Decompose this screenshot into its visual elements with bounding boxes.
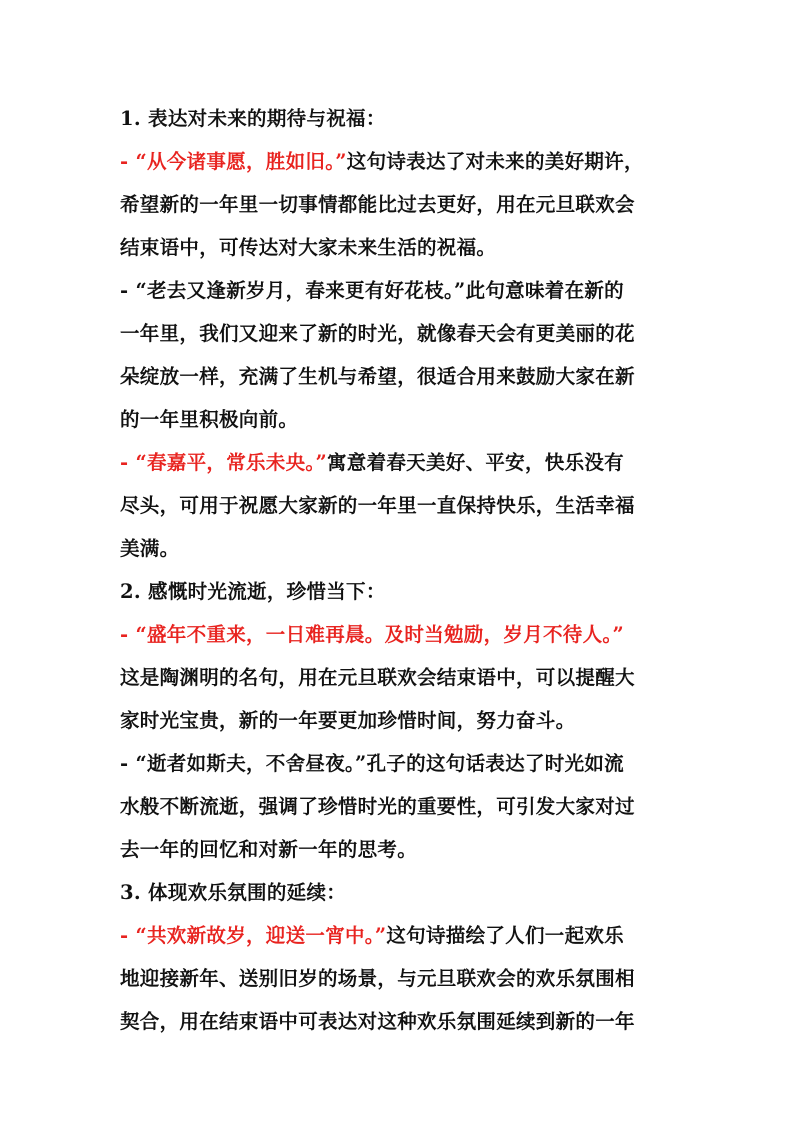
paragraph-text: 孔子的这句话表达了时光如流 (366, 752, 624, 775)
paragraph-line: 朵绽放一样，充满了生机与希望，很适合用来鼓励大家在新 (120, 365, 635, 388)
paragraph-line (120, 914, 685, 957)
paragraph-line: 水般不断流逝，强调了珍惜时光的重要性，可引发大家对过 (120, 795, 635, 818)
paragraph-text: 这句诗表达了对未来的美好期许， (346, 150, 644, 173)
section-heading-1: 1. 表达对未来的期待与祝福： (120, 107, 386, 130)
paragraph-line: 地迎接新年、送别旧岁的场景，与元旦联欢会的欢乐氛围相 (120, 967, 635, 990)
paragraph-text: 此句意味着在新的 (465, 279, 624, 302)
paragraph-text: 这句诗描绘了人们一起欢乐 (386, 924, 624, 947)
paragraph-line: 结束语中，可传达对大家未来生活的祝福。 (120, 236, 497, 259)
paragraph-line (120, 742, 685, 785)
paragraph-line (120, 140, 685, 183)
document-body (120, 97, 685, 1043)
quote-text: - “盛年不重来，一日难再晨。及时当勉励，岁月不待人。” (120, 623, 624, 646)
quote-text: - “从今诸事愿，胜如旧。” (120, 150, 347, 173)
paragraph-line: 去一年的回忆和对新一年的思考。 (120, 838, 418, 861)
quote-text: - “老去又逢新岁月，春来更有好花枝。” (120, 279, 466, 302)
paragraph-line: 一年里，我们又迎来了新的时光，就像春天会有更美丽的花 (120, 322, 635, 345)
section-heading-3: 3. 体现欢乐氛围的延续： (120, 881, 347, 904)
section-heading-2: 2. 感慨时光流逝，珍惜当下： (120, 580, 386, 603)
paragraph-line: 家时光宝贵，新的一年要更加珍惜时间，努力奋斗。 (120, 709, 576, 732)
paragraph-line: 尽头，可用于祝愿大家新的一年里一直保持快乐，生活幸福 (120, 494, 635, 517)
paragraph-line: 美满。 (120, 537, 180, 560)
paragraph-line (120, 269, 685, 312)
paragraph-text: 寓意着春天美好、平安，快乐没有 (326, 451, 624, 474)
quote-text: - “逝者如斯夫，不舍昼夜。” (120, 752, 367, 775)
paragraph-line: 契合，用在结束语中可表达对这种欢乐氛围延续到新的一年 (120, 1010, 635, 1033)
paragraph-line: 的一年里积极向前。 (120, 408, 299, 431)
quote-text: - “共欢新故岁，迎送一宵中。” (120, 924, 387, 947)
paragraph-line: 希望新的一年里一切事情都能比过去更好，用在元旦联欢会 (120, 193, 635, 216)
paragraph-line: 这是陶渊明的名句，用在元旦联欢会结束语中，可以提醒大 (120, 666, 635, 689)
paragraph-line (120, 441, 685, 484)
quote-text: - “春嘉平，常乐未央。” (120, 451, 327, 474)
